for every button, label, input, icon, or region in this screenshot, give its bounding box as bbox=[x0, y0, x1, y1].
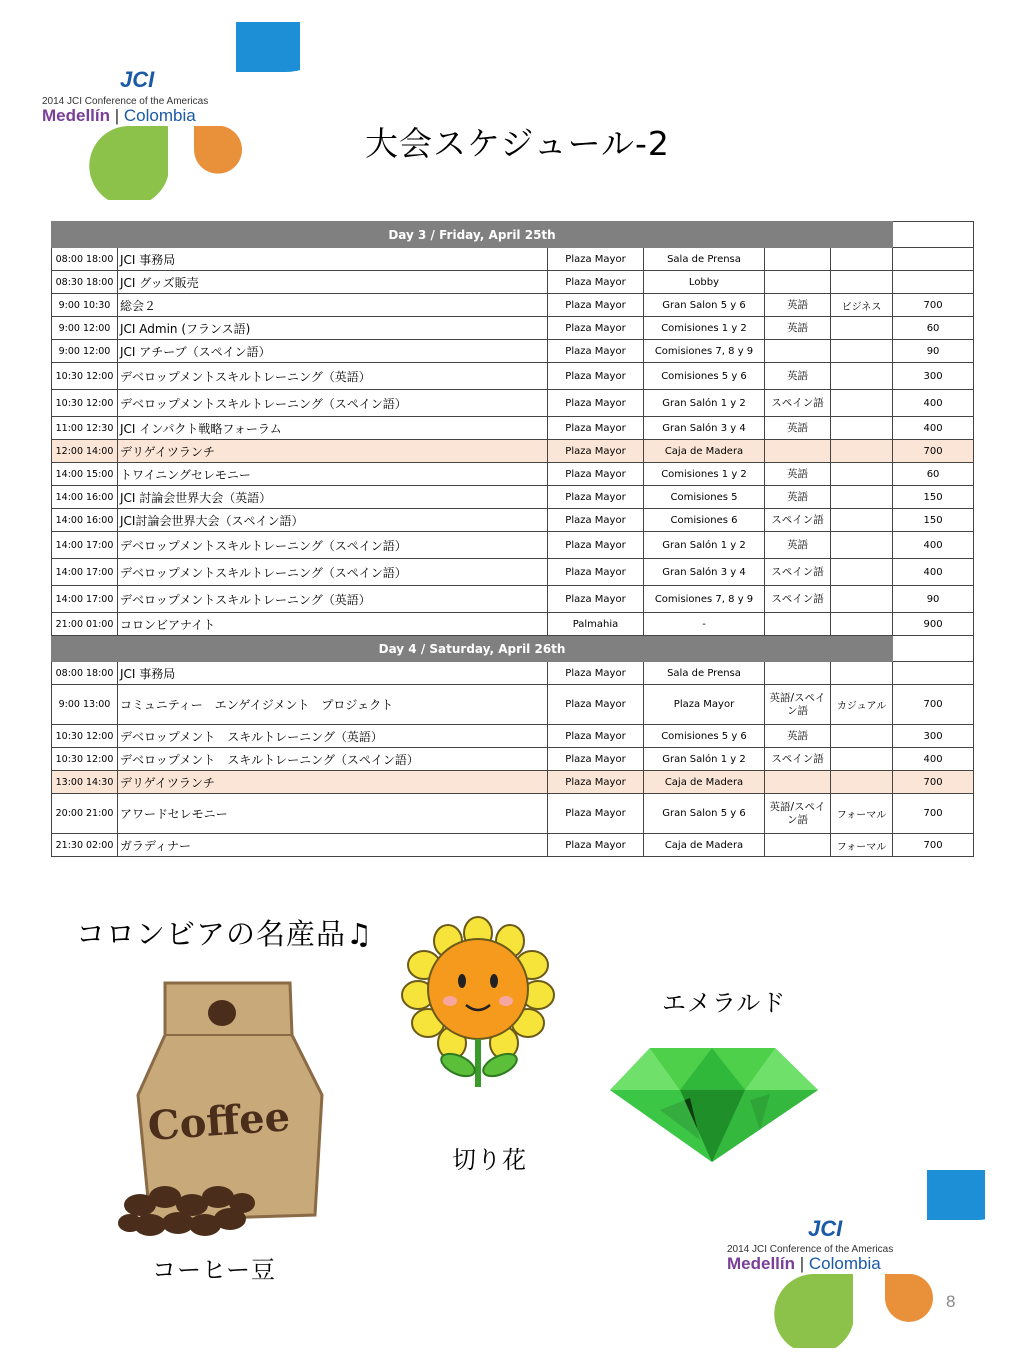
time-cell: 12:00 14:00 bbox=[52, 440, 118, 463]
time-cell: 11:00 12:30 bbox=[52, 417, 118, 440]
event-cell: JCI 事務局 bbox=[118, 662, 548, 685]
time-cell: 9:00 10:30 bbox=[52, 294, 118, 317]
schedule-body bbox=[52, 222, 974, 857]
event-cell: コロンビアナイト bbox=[118, 613, 548, 636]
logo-city-name: Medellín bbox=[42, 106, 111, 125]
table-row bbox=[52, 532, 974, 559]
dress-cell bbox=[831, 271, 893, 294]
venue-cell: Plaza Mayor bbox=[548, 363, 644, 390]
time-cell: 9:00 13:00 bbox=[52, 685, 118, 725]
capacity-cell: 60 bbox=[893, 317, 974, 340]
language-cell bbox=[765, 662, 831, 685]
schedule-table bbox=[51, 221, 974, 857]
language-cell: 英語 bbox=[765, 363, 831, 390]
dress-cell: カジュアル bbox=[831, 685, 893, 725]
time-cell: 21:00 01:00 bbox=[52, 613, 118, 636]
venue-cell: Plaza Mayor bbox=[548, 834, 644, 857]
room-cell: Gran Salón 1 y 2 bbox=[644, 532, 765, 559]
table-row bbox=[52, 271, 974, 294]
table-row bbox=[52, 662, 974, 685]
capacity-cell bbox=[893, 662, 974, 685]
dress-cell bbox=[831, 662, 893, 685]
logo-jci-text: JCI bbox=[120, 67, 155, 92]
page-title: 大会スケジュール-2 bbox=[365, 124, 670, 163]
table-row bbox=[52, 586, 974, 613]
venue-cell: Plaza Mayor bbox=[548, 532, 644, 559]
time-cell: 10:30 12:00 bbox=[52, 390, 118, 417]
dress-cell bbox=[831, 317, 893, 340]
language-cell bbox=[765, 248, 831, 271]
language-cell: スペイン語 bbox=[765, 390, 831, 417]
dress-cell bbox=[831, 509, 893, 532]
time-cell: 08:00 18:00 bbox=[52, 248, 118, 271]
event-cell: デリゲイツランチ bbox=[118, 440, 548, 463]
room-cell: Comisiones 7, 8 y 9 bbox=[644, 340, 765, 363]
table-row bbox=[52, 559, 974, 586]
room-cell: Comisiones 1 y 2 bbox=[644, 463, 765, 486]
emerald-label: エメラルド bbox=[662, 989, 787, 1017]
logo-city bbox=[727, 1254, 881, 1274]
event-cell: JCI 事務局 bbox=[118, 248, 548, 271]
event-cell: JCI インパクト戦略フォーラム bbox=[118, 417, 548, 440]
room-cell: Comisiones 1 y 2 bbox=[644, 317, 765, 340]
capacity-cell: 700 bbox=[893, 685, 974, 725]
time-cell: 20:00 21:00 bbox=[52, 794, 118, 834]
capacity-cell: 400 bbox=[893, 417, 974, 440]
coffee-bag-illustration bbox=[110, 975, 330, 1245]
event-cell: コミュニティー エンゲイジメント プロジェクト bbox=[118, 685, 548, 725]
language-cell bbox=[765, 440, 831, 463]
language-cell bbox=[765, 340, 831, 363]
time-cell: 13:00 14:30 bbox=[52, 771, 118, 794]
emerald-illustration bbox=[600, 1040, 825, 1165]
room-cell: Sala de Prensa bbox=[644, 248, 765, 271]
dress-cell bbox=[831, 725, 893, 748]
dress-cell bbox=[831, 559, 893, 586]
coffee-bag-icon bbox=[110, 975, 330, 1245]
logo-city-name: Medellín bbox=[727, 1254, 796, 1273]
logo-city bbox=[42, 106, 196, 126]
logo-jci-text: JCI bbox=[808, 1216, 843, 1241]
venue-cell: Plaza Mayor bbox=[548, 725, 644, 748]
room-cell: Gran Salón 1 y 2 bbox=[644, 748, 765, 771]
venue-cell: Plaza Mayor bbox=[548, 586, 644, 613]
room-cell: Comisiones 5 y 6 bbox=[644, 363, 765, 390]
dress-cell bbox=[831, 586, 893, 613]
event-cell: JCI Admin (フランス語) bbox=[118, 317, 548, 340]
capacity-cell: 150 bbox=[893, 509, 974, 532]
day-header-blank bbox=[893, 222, 974, 248]
capacity-cell: 400 bbox=[893, 559, 974, 586]
language-cell: スペイン語 bbox=[765, 559, 831, 586]
time-cell: 10:30 12:00 bbox=[52, 748, 118, 771]
dress-cell bbox=[831, 532, 893, 559]
table-row bbox=[52, 685, 974, 725]
flower-label: 切り花 bbox=[452, 1146, 527, 1174]
room-cell: - bbox=[644, 613, 765, 636]
time-cell: 21:30 02:00 bbox=[52, 834, 118, 857]
time-cell: 10:30 12:00 bbox=[52, 363, 118, 390]
dress-cell bbox=[831, 771, 893, 794]
venue-cell: Plaza Mayor bbox=[548, 486, 644, 509]
time-cell: 10:30 12:00 bbox=[52, 725, 118, 748]
logo-tagline: 2014 JCI Conference of the Americas bbox=[42, 96, 209, 107]
table-row bbox=[52, 294, 974, 317]
event-cell: デベロップメントスキルトレーニング（スペイン語） bbox=[118, 532, 548, 559]
time-cell: 14:00 16:00 bbox=[52, 509, 118, 532]
specialties-title: コロンビアの名産品♫ bbox=[76, 917, 373, 951]
language-cell bbox=[765, 834, 831, 857]
language-cell bbox=[765, 771, 831, 794]
table-row bbox=[52, 417, 974, 440]
venue-cell: Plaza Mayor bbox=[548, 685, 644, 725]
room-cell: Lobby bbox=[644, 271, 765, 294]
room-cell: Comisiones 6 bbox=[644, 509, 765, 532]
venue-cell: Plaza Mayor bbox=[548, 748, 644, 771]
day-header-row bbox=[52, 636, 974, 662]
capacity-cell: 700 bbox=[893, 794, 974, 834]
time-cell: 9:00 12:00 bbox=[52, 317, 118, 340]
venue-cell: Plaza Mayor bbox=[548, 794, 644, 834]
logo-tagline: 2014 JCI Conference of the Americas bbox=[727, 1244, 894, 1255]
logo-country: Colombia bbox=[123, 106, 196, 125]
event-cell: 総会２ bbox=[118, 294, 548, 317]
venue-cell: Plaza Mayor bbox=[548, 317, 644, 340]
capacity-cell: 700 bbox=[893, 834, 974, 857]
room-cell: Comisiones 7, 8 y 9 bbox=[644, 586, 765, 613]
table-row bbox=[52, 363, 974, 390]
language-cell: 英語 bbox=[765, 532, 831, 559]
event-cell: JCI討論会世界大会（スペイン語） bbox=[118, 509, 548, 532]
table-row bbox=[52, 440, 974, 463]
table-row bbox=[52, 340, 974, 363]
table-row bbox=[52, 771, 974, 794]
jci-logo-top bbox=[40, 22, 300, 200]
capacity-cell: 700 bbox=[893, 294, 974, 317]
capacity-cell: 400 bbox=[893, 390, 974, 417]
language-cell: 英語 bbox=[765, 317, 831, 340]
event-cell: デベロップメントスキルトレーニング（スペイン語） bbox=[118, 390, 548, 417]
language-cell bbox=[765, 613, 831, 636]
language-cell: 英語 bbox=[765, 417, 831, 440]
venue-cell: Plaza Mayor bbox=[548, 440, 644, 463]
room-cell: Plaza Mayor bbox=[644, 685, 765, 725]
room-cell: Caja de Madera bbox=[644, 771, 765, 794]
event-cell: JCI 討論会世界大会（英語） bbox=[118, 486, 548, 509]
dress-cell bbox=[831, 248, 893, 271]
language-cell: スペイン語 bbox=[765, 509, 831, 532]
sunflower-illustration bbox=[400, 915, 560, 1095]
table-row bbox=[52, 509, 974, 532]
language-cell: 英語 bbox=[765, 463, 831, 486]
capacity-cell: 300 bbox=[893, 363, 974, 390]
dress-cell bbox=[831, 363, 893, 390]
coffee-label: コーヒー豆 bbox=[152, 1256, 277, 1284]
language-cell: スペイン語 bbox=[765, 748, 831, 771]
event-cell: トワイニングセレモニー bbox=[118, 463, 548, 486]
room-cell: Caja de Madera bbox=[644, 440, 765, 463]
table-row bbox=[52, 248, 974, 271]
room-cell: Sala de Prensa bbox=[644, 662, 765, 685]
dress-cell bbox=[831, 440, 893, 463]
page-number: 8 bbox=[946, 1292, 956, 1311]
logo-separator: | bbox=[114, 106, 120, 125]
table-row bbox=[52, 794, 974, 834]
event-cell: デベロップメントスキルトレーニング（スペイン語） bbox=[118, 559, 548, 586]
venue-cell: Plaza Mayor bbox=[548, 509, 644, 532]
day-header: Day 3 / Friday, April 25th bbox=[52, 222, 893, 248]
dress-cell bbox=[831, 748, 893, 771]
room-cell: Gran Salón 3 y 4 bbox=[644, 417, 765, 440]
event-cell: ガラディナー bbox=[118, 834, 548, 857]
dress-cell bbox=[831, 486, 893, 509]
emerald-icon bbox=[600, 1040, 825, 1165]
time-cell: 14:00 15:00 bbox=[52, 463, 118, 486]
time-cell: 14:00 17:00 bbox=[52, 559, 118, 586]
event-cell: アワードセレモニー bbox=[118, 794, 548, 834]
language-cell: 英語 bbox=[765, 725, 831, 748]
logo-separator: | bbox=[799, 1254, 805, 1273]
venue-cell: Plaza Mayor bbox=[548, 771, 644, 794]
jci-logo-bottom bbox=[725, 1170, 985, 1348]
capacity-cell: 700 bbox=[893, 771, 974, 794]
venue-cell: Plaza Mayor bbox=[548, 390, 644, 417]
dress-cell: フォーマル bbox=[831, 834, 893, 857]
day-header-blank bbox=[893, 636, 974, 662]
sunflower-icon bbox=[400, 915, 560, 1095]
capacity-cell: 400 bbox=[893, 748, 974, 771]
room-cell: Comisiones 5 bbox=[644, 486, 765, 509]
capacity-cell: 60 bbox=[893, 463, 974, 486]
language-cell: スペイン語 bbox=[765, 586, 831, 613]
dress-cell bbox=[831, 390, 893, 417]
capacity-cell bbox=[893, 271, 974, 294]
event-cell: JCI アチーブ（スペイン語） bbox=[118, 340, 548, 363]
time-cell: 08:00 18:00 bbox=[52, 662, 118, 685]
room-cell: Gran Salon 5 y 6 bbox=[644, 294, 765, 317]
table-row bbox=[52, 613, 974, 636]
room-cell: Caja de Madera bbox=[644, 834, 765, 857]
room-cell: Comisiones 5 y 6 bbox=[644, 725, 765, 748]
event-cell: デベロップメントスキルトレーニング（英語） bbox=[118, 363, 548, 390]
table-row bbox=[52, 748, 974, 771]
dress-cell bbox=[831, 417, 893, 440]
language-cell: 英語/スペイン語 bbox=[765, 794, 831, 834]
event-cell: デリゲイツランチ bbox=[118, 771, 548, 794]
language-cell: 英語/スペイン語 bbox=[765, 685, 831, 725]
language-cell: 英語 bbox=[765, 486, 831, 509]
dress-cell bbox=[831, 463, 893, 486]
venue-cell: Plaza Mayor bbox=[548, 271, 644, 294]
table-row bbox=[52, 486, 974, 509]
time-cell: 14:00 17:00 bbox=[52, 586, 118, 613]
capacity-cell: 900 bbox=[893, 613, 974, 636]
logo-country: Colombia bbox=[808, 1254, 881, 1273]
day-header-row bbox=[52, 222, 974, 248]
language-cell: 英語 bbox=[765, 294, 831, 317]
event-cell: デベロップメントスキルトレーニング（英語） bbox=[118, 586, 548, 613]
dress-cell bbox=[831, 613, 893, 636]
room-cell: Gran Salón 3 y 4 bbox=[644, 559, 765, 586]
event-cell: JCI グッズ販売 bbox=[118, 271, 548, 294]
dress-cell: フォーマル bbox=[831, 794, 893, 834]
capacity-cell: 700 bbox=[893, 440, 974, 463]
capacity-cell: 90 bbox=[893, 586, 974, 613]
capacity-cell: 300 bbox=[893, 725, 974, 748]
venue-cell: Plaza Mayor bbox=[548, 294, 644, 317]
venue-cell: Plaza Mayor bbox=[548, 662, 644, 685]
time-cell: 14:00 17:00 bbox=[52, 532, 118, 559]
capacity-cell: 150 bbox=[893, 486, 974, 509]
time-cell: 9:00 12:00 bbox=[52, 340, 118, 363]
venue-cell: Plaza Mayor bbox=[548, 559, 644, 586]
time-cell: 08:30 18:00 bbox=[52, 271, 118, 294]
event-cell: デベロップメント スキルトレーニング（英語） bbox=[118, 725, 548, 748]
table-row bbox=[52, 317, 974, 340]
capacity-cell: 90 bbox=[893, 340, 974, 363]
room-cell: Gran Salon 5 y 6 bbox=[644, 794, 765, 834]
coffee-bag-text: Coffee bbox=[146, 1093, 292, 1150]
day-header: Day 4 / Saturday, April 26th bbox=[52, 636, 893, 662]
table-row bbox=[52, 725, 974, 748]
dress-cell: ビジネス bbox=[831, 294, 893, 317]
time-cell: 14:00 16:00 bbox=[52, 486, 118, 509]
event-cell: デベロップメント スキルトレーニング（スペイン語） bbox=[118, 748, 548, 771]
venue-cell: Plaza Mayor bbox=[548, 463, 644, 486]
language-cell bbox=[765, 271, 831, 294]
venue-cell: Plaza Mayor bbox=[548, 248, 644, 271]
room-cell: Gran Salón 1 y 2 bbox=[644, 390, 765, 417]
capacity-cell: 400 bbox=[893, 532, 974, 559]
table-row bbox=[52, 390, 974, 417]
table-row bbox=[52, 463, 974, 486]
table-row bbox=[52, 834, 974, 857]
dress-cell bbox=[831, 340, 893, 363]
venue-cell: Palmahia bbox=[548, 613, 644, 636]
venue-cell: Plaza Mayor bbox=[548, 340, 644, 363]
venue-cell: Plaza Mayor bbox=[548, 417, 644, 440]
capacity-cell bbox=[893, 248, 974, 271]
